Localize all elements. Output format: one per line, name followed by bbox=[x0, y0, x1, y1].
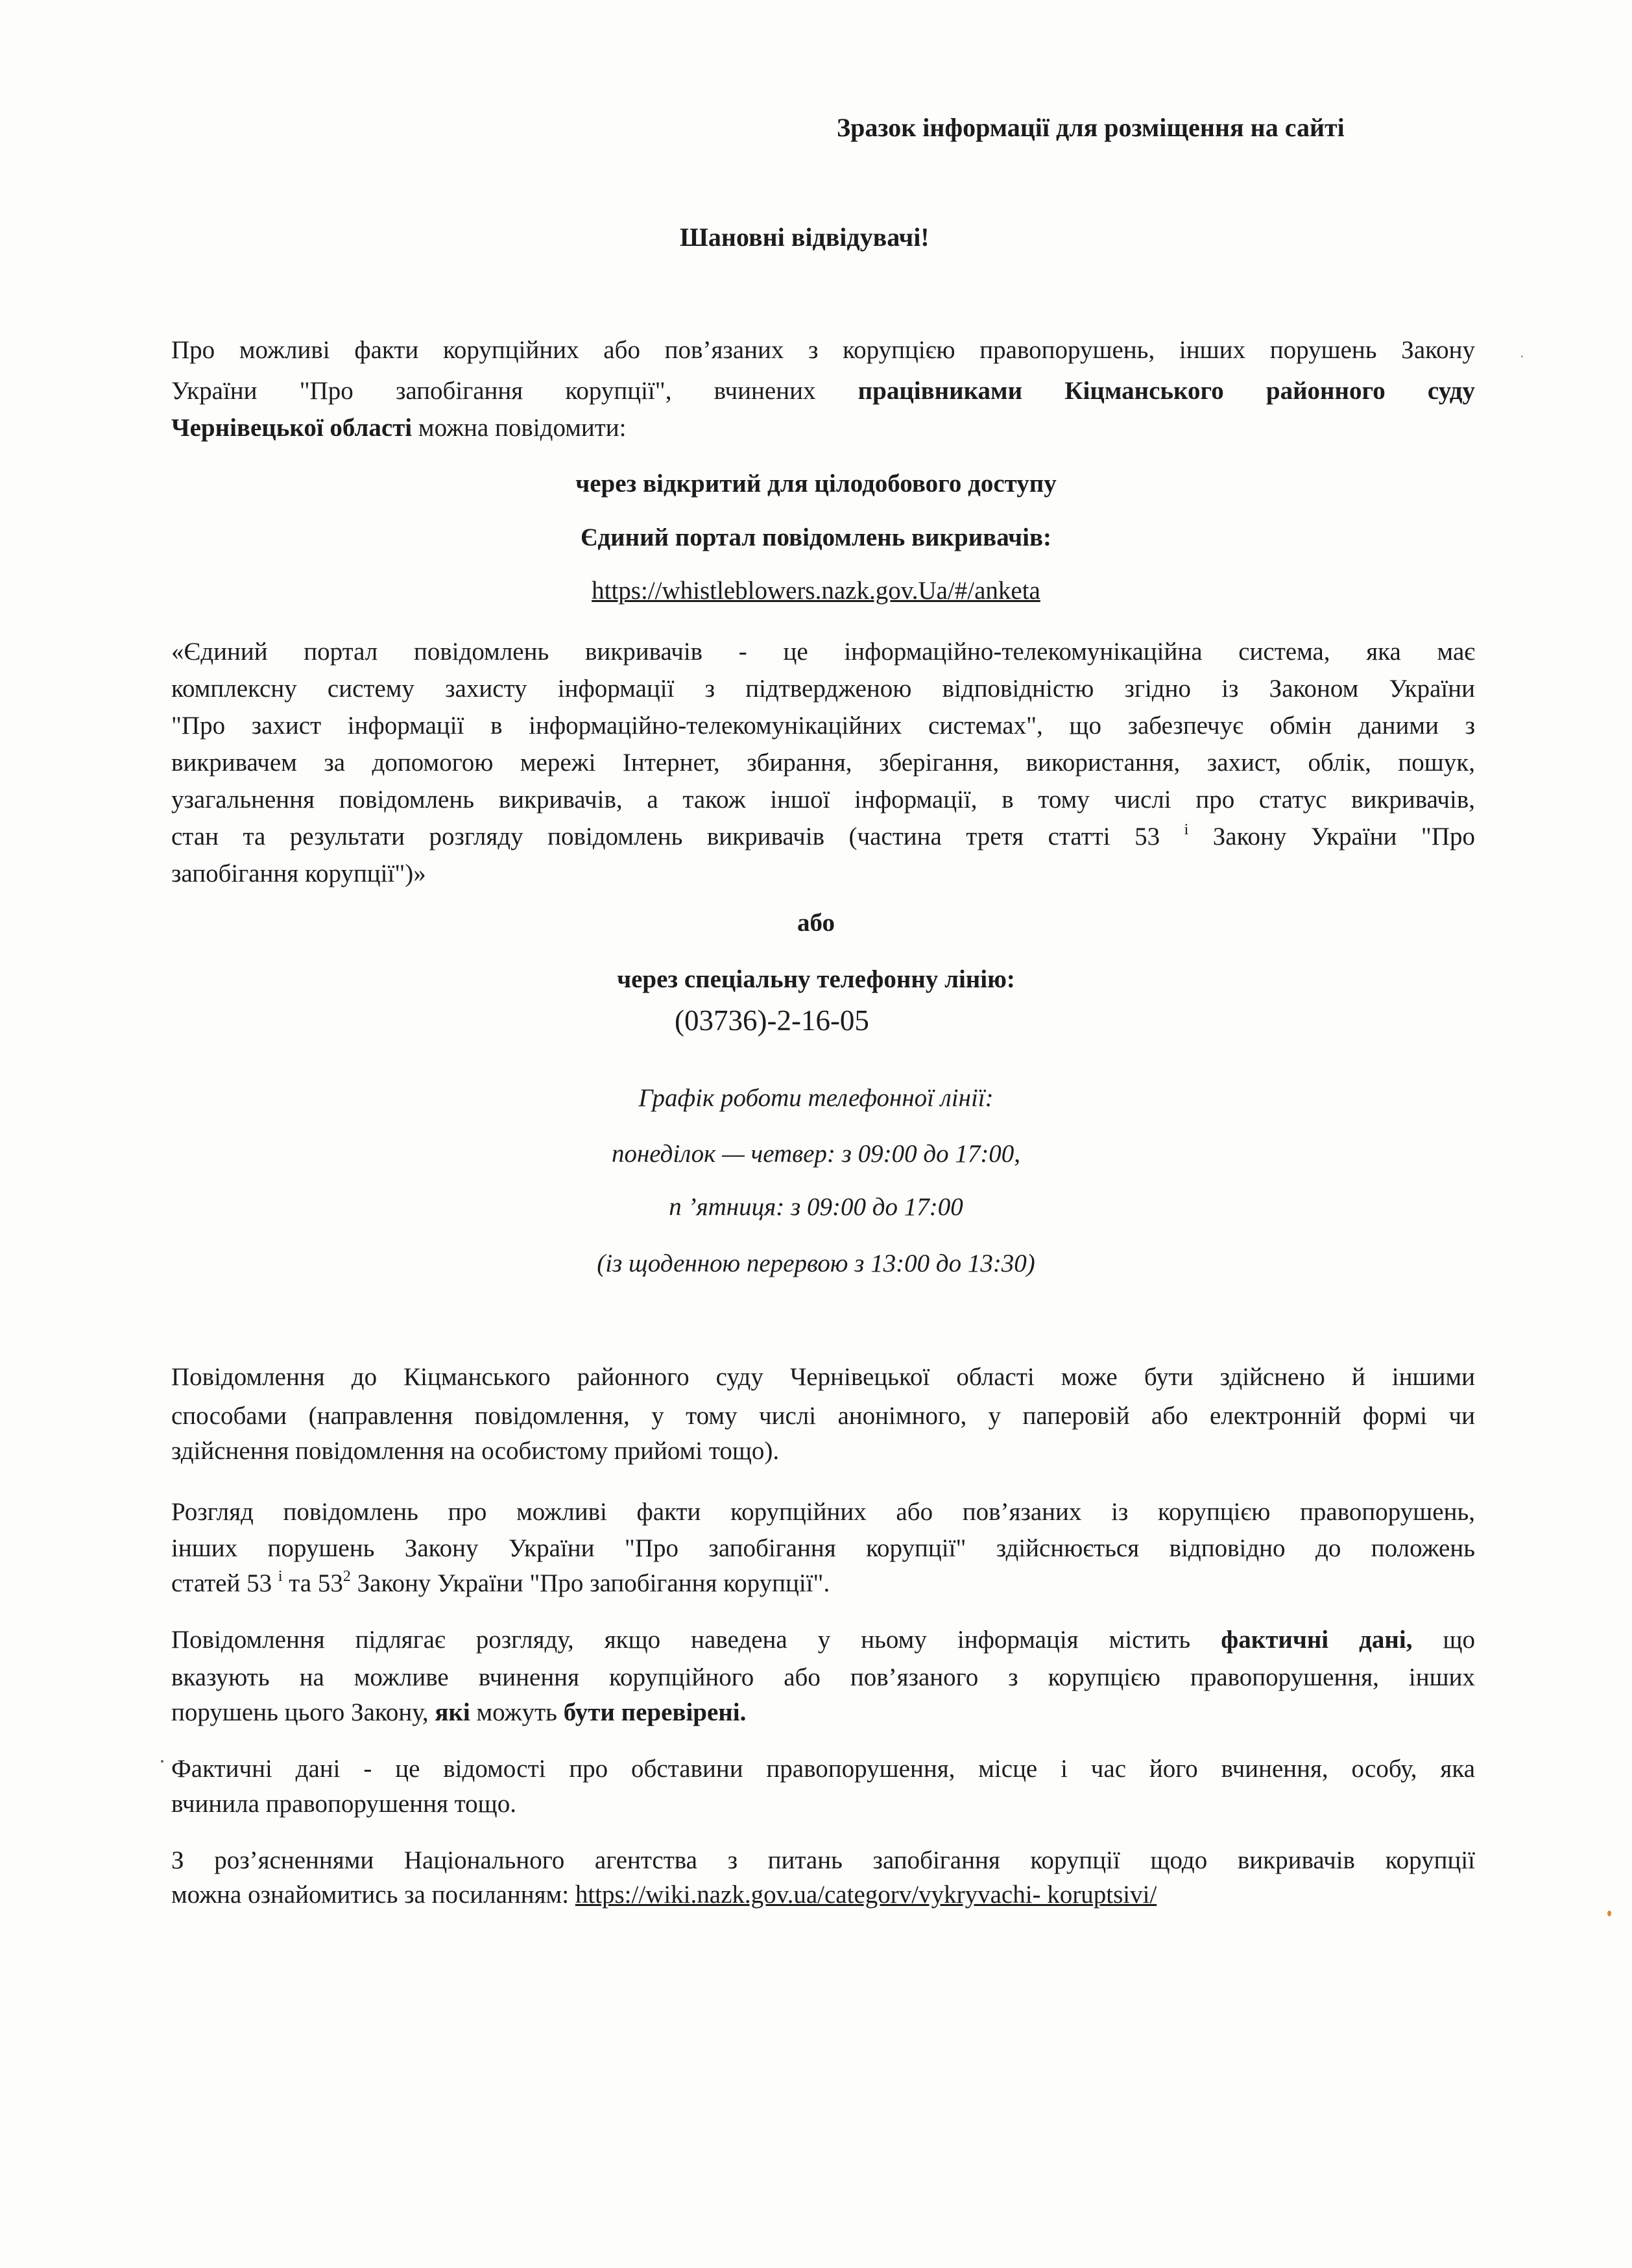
greeting-heading: Шановні відвідувачі! bbox=[680, 223, 930, 252]
facts-line-2: вчинила правопорушення тощо. bbox=[171, 1790, 516, 1818]
schedule-mon-thu: понеділок — четвер: з 09:00 до 17:00, bbox=[611, 1140, 1021, 1168]
subject-line-1: Повідомлення підлягає розгляду, якщо наведена у ньому інформація містить фактичні дані, що bbox=[171, 1626, 1476, 1654]
review-line-1: Розгляд повідомлень про можливі факти корупційних або пов’язаних із корупцією правопорушень, bbox=[171, 1498, 1475, 1526]
quote-line-3: "Про захист інформації в інформаційно-телекомунікаційних системах", що забезпечує обмін даними з bbox=[171, 712, 1475, 740]
wiki-link[interactable]: https://wiki.nazk.gov.ua/categorv/vykryvachi- koruptsivi/ bbox=[575, 1881, 1157, 1909]
quote-line-5: узагальнення повідомлень викривачів, а також іншої інформації, в тому числі про статус викривачів, bbox=[171, 786, 1475, 814]
scan-speck bbox=[1521, 356, 1523, 357]
document-header: Зразок інформації для розміщення на сайті bbox=[837, 113, 1345, 142]
intro-line-2: України "Про запобігання корупції", вчинених працівниками Кіцманського районного суду bbox=[171, 377, 1475, 405]
subject-line-2: вказують на можливе вчинення корупційного або пов’язаного з корупцією правопорушення, інших bbox=[171, 1663, 1475, 1691]
or-separator: або bbox=[797, 909, 835, 937]
portal-via: через відкритий для цілодобового доступу bbox=[575, 470, 1057, 498]
schedule-break: (із щоденною перервою з 13:00 до 13:30) bbox=[597, 1249, 1035, 1277]
subject-line-3: порушень цього Закону, які можуть бути перевірені. bbox=[171, 1698, 747, 1726]
quote-line-1: «Єдиний портал повідомлень викривачів - це інформаційно-телекомунікаційна система, яка має bbox=[171, 638, 1475, 666]
portal-link-row bbox=[0, 576, 1632, 605]
portal-link[interactable]: https://whistleblowers.nazk.gov.Ua/#/anketa bbox=[592, 577, 1040, 605]
wiki-line-2: можна ознайомитись за посиланням: https://wiki.nazk.gov.ua/categorv/vykryvachi- koruptsivi/ bbox=[171, 1881, 1157, 1909]
intro-line-3: Чернівецької області можна повідомити: bbox=[171, 414, 627, 442]
facts-line-1: Фактичні дані - це відомості про обставини правопорушення, місце і час його вчинення, особу, яка bbox=[171, 1755, 1475, 1783]
wiki-line-1: З роз’ясненнями Національного агентства з питань запобігання корупції щодо викривачів корупції bbox=[171, 1846, 1475, 1874]
scan-speck bbox=[161, 1760, 163, 1763]
scan-speck bbox=[1607, 1911, 1611, 1916]
quote-line-7: запобігання корупції")» bbox=[171, 860, 426, 887]
review-line-2: інших порушень Закону України "Про запобігання корупції" здійснюється відповідно до положень bbox=[171, 1534, 1475, 1562]
intro-line-1: Про можливі факти корупційних або пов’язаних з корупцією правопорушень, інших порушень Закону bbox=[171, 336, 1475, 364]
quote-line-4: викривачем за допомогою мережі Інтернет, збирання, зберігання, використання, захист, облік, пошук, bbox=[171, 749, 1475, 777]
schedule-fri: п ’ятниця: з 09:00 до 17:00 bbox=[669, 1193, 963, 1221]
portal-name: Єдиний портал повідомлень викривачів: bbox=[580, 524, 1052, 551]
schedule-title: Графік роботи телефонної лінії: bbox=[638, 1084, 994, 1112]
other-ways-line-2: способами (направлення повідомлення, у тому числі анонімного, у паперовій або електронній формі чи bbox=[171, 1402, 1475, 1430]
other-ways-line-1: Повідомлення до Кіцманського районного суду Чернівецької області може бути здійснено й іншими bbox=[171, 1363, 1475, 1391]
phone-number: (03736)-2-16-05 bbox=[675, 1004, 869, 1037]
phone-via: через спеціальну телефонну лінію: bbox=[617, 965, 1015, 993]
quote-line-2: комплексну систему захисту інформації з підтвердженою відповідністю згідно із Законом України bbox=[171, 675, 1475, 703]
quote-line-6: стан та результати розгляду повідомлень викривачів (частина третя статті 53 $^i$ Закону України "Про bbox=[171, 821, 1475, 850]
other-ways-line-3: здійснення повідомлення на особистому прийомі тощо). bbox=[171, 1437, 780, 1465]
review-line-3: статей 53 $^i$ та $53^2$ Закону України "Про запобігання корупції". bbox=[171, 1568, 830, 1597]
